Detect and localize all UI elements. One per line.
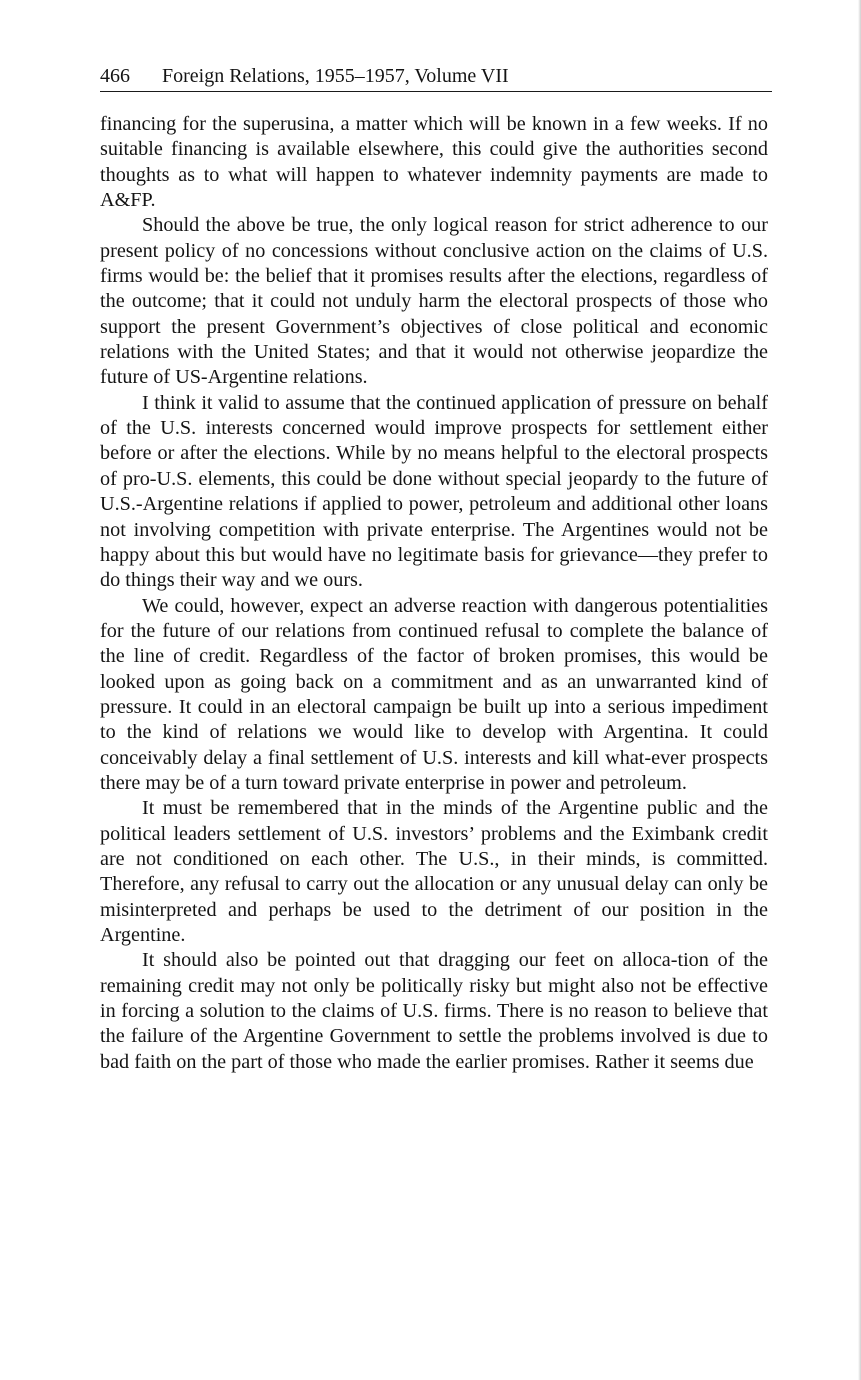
body-text <box>100 112 768 1075</box>
running-head <box>100 64 772 92</box>
paragraph-3: I think it valid to assume that the continued application of pressure on behalf of the U.S. interests concerned would improve prospects for settlement either before or after the elections. While by no means helpful to the electoral prospects of pro-U.S. elements, this could be done without special jeopardy to the future of U.S.-Argentine relations if applied to power, petroleum and additional other loans not involving competition with private enterprise. The Argentines would not be happy about this but would have no legitimate basis for grievance—they prefer to do things their way and we ours. <box>100 391 768 592</box>
paragraph-5: It must be remembered that in the minds of the Argentine public and the political leaders settlement of U.S. investors’ problems and the Eximbank credit are not conditioned on each other. The U.S., in their minds, is committed. Therefore, any refusal to carry out the allocation or any unusual delay can only be misinterpreted and perhaps be used to the detriment of our position in the Argentine. <box>100 797 768 946</box>
paragraph-2: Should the above be true, the only logical reason for strict adherence to our present policy of no concessions without conclusive action on the claims of U.S. firms would be: the belief that it promises results after the elections, regardless of the outcome; that it could not unduly harm the electoral prospects of those who support the present Government’s objectives of close political and economic relations with the United States; and that it would not otherwise jeopardize the future of US-Argentine relations. <box>100 214 768 389</box>
paragraph-4: We could, however, expect an adverse reaction with dangerous potentialities for the future of our relations from continued refusal to complete the balance of the line of credit. Regardless of the factor of broken promises, this would be looked upon as going back on a commitment and as an unwarranted kind of pressure. It could in an electoral campaign be built up into a serious impediment to the kind of relations we would like to develop with Argentina. It could conceivably delay a final settlement of U.S. interests and kill what-ever prospects there may be of a turn toward private enterprise in power and petroleum. <box>100 594 768 794</box>
paragraph-6: It should also be pointed out that dragging our feet on alloca-tion of the remaining credit may not only be politically risky but might also not be effective in forcing a solution to the claims of U.S. firms. There is no reason to believe that the failure of the Argentine Government to settle the problems involved is due to bad faith on the part of those who made the earlier promises. Rather it seems due <box>100 949 768 1073</box>
running-title: Foreign Relations, 1955–1957, Volume VII <box>162 65 509 87</box>
page-number: 466 <box>100 65 130 87</box>
paragraph-1: financing for the superusina, a matter which will be known in a few weeks. If no suitable financing is available elsewhere, this could give the authorities second thoughts as to what will happen to whatever indemnity payments are made to A&FP. <box>100 113 768 212</box>
